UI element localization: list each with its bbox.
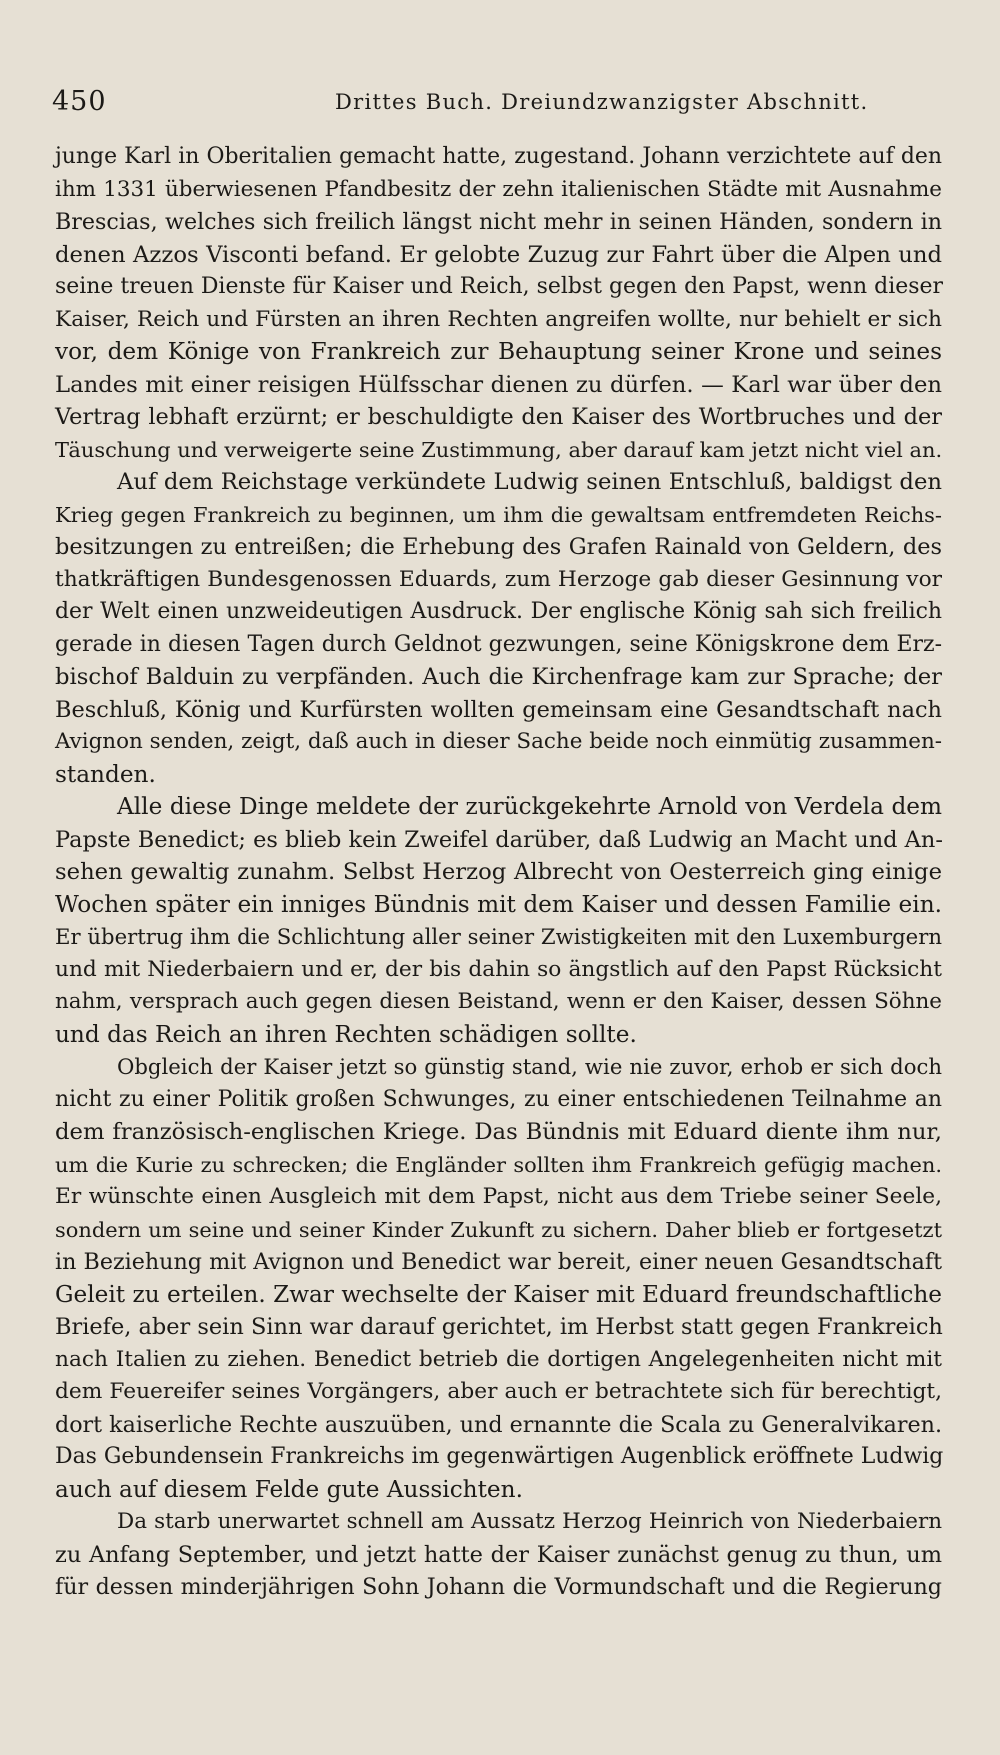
text-line: sondern um seine und seiner Kinder Zukunft zu sichern. Daher blieb er fortgesetzt xyxy=(55,1217,942,1242)
paragraph xyxy=(55,466,942,791)
text-line: junge Karl in Oberitalien gemacht hatte, zugestand. Johann verzichtete auf den xyxy=(55,144,942,169)
text-line: zu Anfang September, und jetzt hatte der Kaiser zunächst genug zu thun, um xyxy=(55,1541,942,1568)
paragraph xyxy=(55,1051,942,1506)
text-line: auch auf diesem Felde gute Aussichten. xyxy=(55,1475,523,1503)
text-line: denen Azzos Visconti befand. Er gelobte Zuzug zur Fahrt über die Alpen und xyxy=(55,241,942,268)
text-line: dem französisch-englischen Kriege. Das Bündnis mit Eduard diente ihm nur, xyxy=(55,1119,942,1145)
text-line: Alle diese Dinge meldete der zurückgekehrte Arnold von Verdela dem xyxy=(117,793,942,820)
page-number: 450 xyxy=(52,86,107,117)
text-line: Täuschung und verweigerte seine Zustimmung, aber darauf kam jetzt nicht viel an. xyxy=(55,437,943,462)
text-line: Geleit zu erteilen. Zwar wechselte der Kaiser mit Eduard freundschaftliche xyxy=(55,1280,942,1308)
text-line: Avignon senden, zeigt, daß auch in dieser Sache beide noch einmütig zusammen- xyxy=(55,729,942,754)
text-line: Wochen später ein inniges Bündnis mit dem Kaiser und dessen Familie ein. xyxy=(55,890,942,918)
text-line: Brescias, welches sich freilich längst nicht mehr in seinen Händen, sondern in xyxy=(55,209,942,235)
text-line: der Welt einen unzweideutigen Ausdruck. Der englische König sah sich freilich xyxy=(55,599,942,624)
paragraph xyxy=(55,141,942,466)
text-line: besitzungen zu entreißen; die Erhebung des Grafen Rainald von Geldern, des xyxy=(55,534,942,560)
text-line: vor, dem Könige von Frankreich zur Behauptung seiner Krone und seines xyxy=(55,338,942,365)
text-line: Obgleich der Kaiser jetzt so günstig stand, wie nie zuvor, erhob er sich doch xyxy=(117,1054,942,1079)
text-line: nahm, versprach auch gegen diesen Beistand, wenn er den Kaiser, dessen Söhne xyxy=(55,989,942,1014)
page-header xyxy=(50,86,950,126)
text-line: Er übertrug ihm die Schlichtung aller seiner Zwistigkeiten mit den Luxemburgern xyxy=(55,924,942,949)
text-line: Kaiser, Reich und Fürsten an ihren Rechten angreifen wollte, nur behielt er sich xyxy=(55,306,942,332)
text-line: Er wünschte einen Ausgleich mit dem Papst, nicht aus dem Triebe seiner Seele, xyxy=(55,1184,942,1209)
running-head: Drittes Buch. Dreiundzwanzigster Abschnitt. xyxy=(335,90,869,114)
text-line: Auf dem Reichstage verkündete Ludwig seinen Entschluß, baldigst den xyxy=(117,469,942,495)
text-line: seine treuen Dienste für Kaiser und Reich, selbst gegen den Papst, wenn dieser xyxy=(55,274,943,299)
text-line: Beschluß, König und Kurfürsten wollten gemeinsam eine Gesandtschaft nach xyxy=(55,696,942,723)
text-line: und mit Niederbaiern und er, der bis dahin so ängstlich auf den Papst Rücksicht xyxy=(55,956,942,982)
text-line: nach Italien zu ziehen. Benedict betrieb die dortigen Angelegenheiten nicht mit xyxy=(55,1346,942,1372)
text-line: in Beziehung mit Avignon und Benedict war bereit, einer neuen Gesandtschaft xyxy=(55,1249,942,1275)
text-line: standen. xyxy=(55,760,156,788)
text-line: um die Kurie zu schrecken; die Engländer sollten ihm Frankreich gefügig machen. xyxy=(55,1152,942,1177)
text-line: ihm 1331 überwiesenen Pfandbesitz der zehn italienischen Städte mit Ausnahme xyxy=(55,176,942,202)
text-line: sehen gewaltig zunahm. Selbst Herzog Albrecht von Oesterreich ging einige xyxy=(55,859,942,885)
text-line: thatkräftigen Bundesgenossen Eduards, zum Herzoge gab dieser Gesinnung vor xyxy=(55,566,942,592)
text-line: dort kaiserliche Rechte auszuüben, und ernannte die Scala zu Generalvikaren. xyxy=(55,1411,942,1438)
text-line: Papste Benedict; es blieb kein Zweifel darüber, daß Ludwig an Macht und An- xyxy=(55,826,943,853)
paragraph xyxy=(55,1506,942,1604)
text-line: Vertrag lebhaft erzürnt; er beschuldigte den Kaiser des Wortbruches und der xyxy=(55,404,942,430)
text-line: nicht zu einer Politik großen Schwunges, zu einer entschiedenen Teilnahme an xyxy=(55,1086,942,1112)
text-line: Das Gebundensein Frankreichs im gegenwärtigen Augenblick eröffnete Ludwig xyxy=(55,1444,944,1469)
text-line: Krieg gegen Frankreich zu beginnen, um ihm die gewaltsam entfremdeten Reichs- xyxy=(55,502,942,527)
text-line: Landes mit einer reisigen Hülfsschar dienen zu dürfen. — Karl war über den xyxy=(55,371,942,398)
body-text xyxy=(55,141,942,1604)
text-line: und das Reich an ihren Rechten schädigen sollte. xyxy=(55,1020,637,1048)
text-line: bischof Balduin zu verpfänden. Auch die Kirchenfrage kam zur Sprache; der xyxy=(55,664,942,690)
text-line: für dessen minderjährigen Sohn Johann die Vormundschaft und die Regierung xyxy=(55,1574,942,1600)
text-line: Da starb unerwartet schnell am Aussatz Herzog Heinrich von Niederbaiern xyxy=(117,1509,942,1534)
text-line: Briefe, aber sein Sinn war darauf gerichtet, im Herbst statt gegen Frankreich xyxy=(55,1314,943,1340)
paragraph xyxy=(55,791,942,1051)
text-line: gerade in diesen Tagen durch Geldnot gezwungen, seine Königskrone dem Erz- xyxy=(55,631,942,657)
text-line: dem Feuereifer seines Vorgängers, aber auch er betrachtete sich für berechtigt, xyxy=(55,1379,942,1404)
